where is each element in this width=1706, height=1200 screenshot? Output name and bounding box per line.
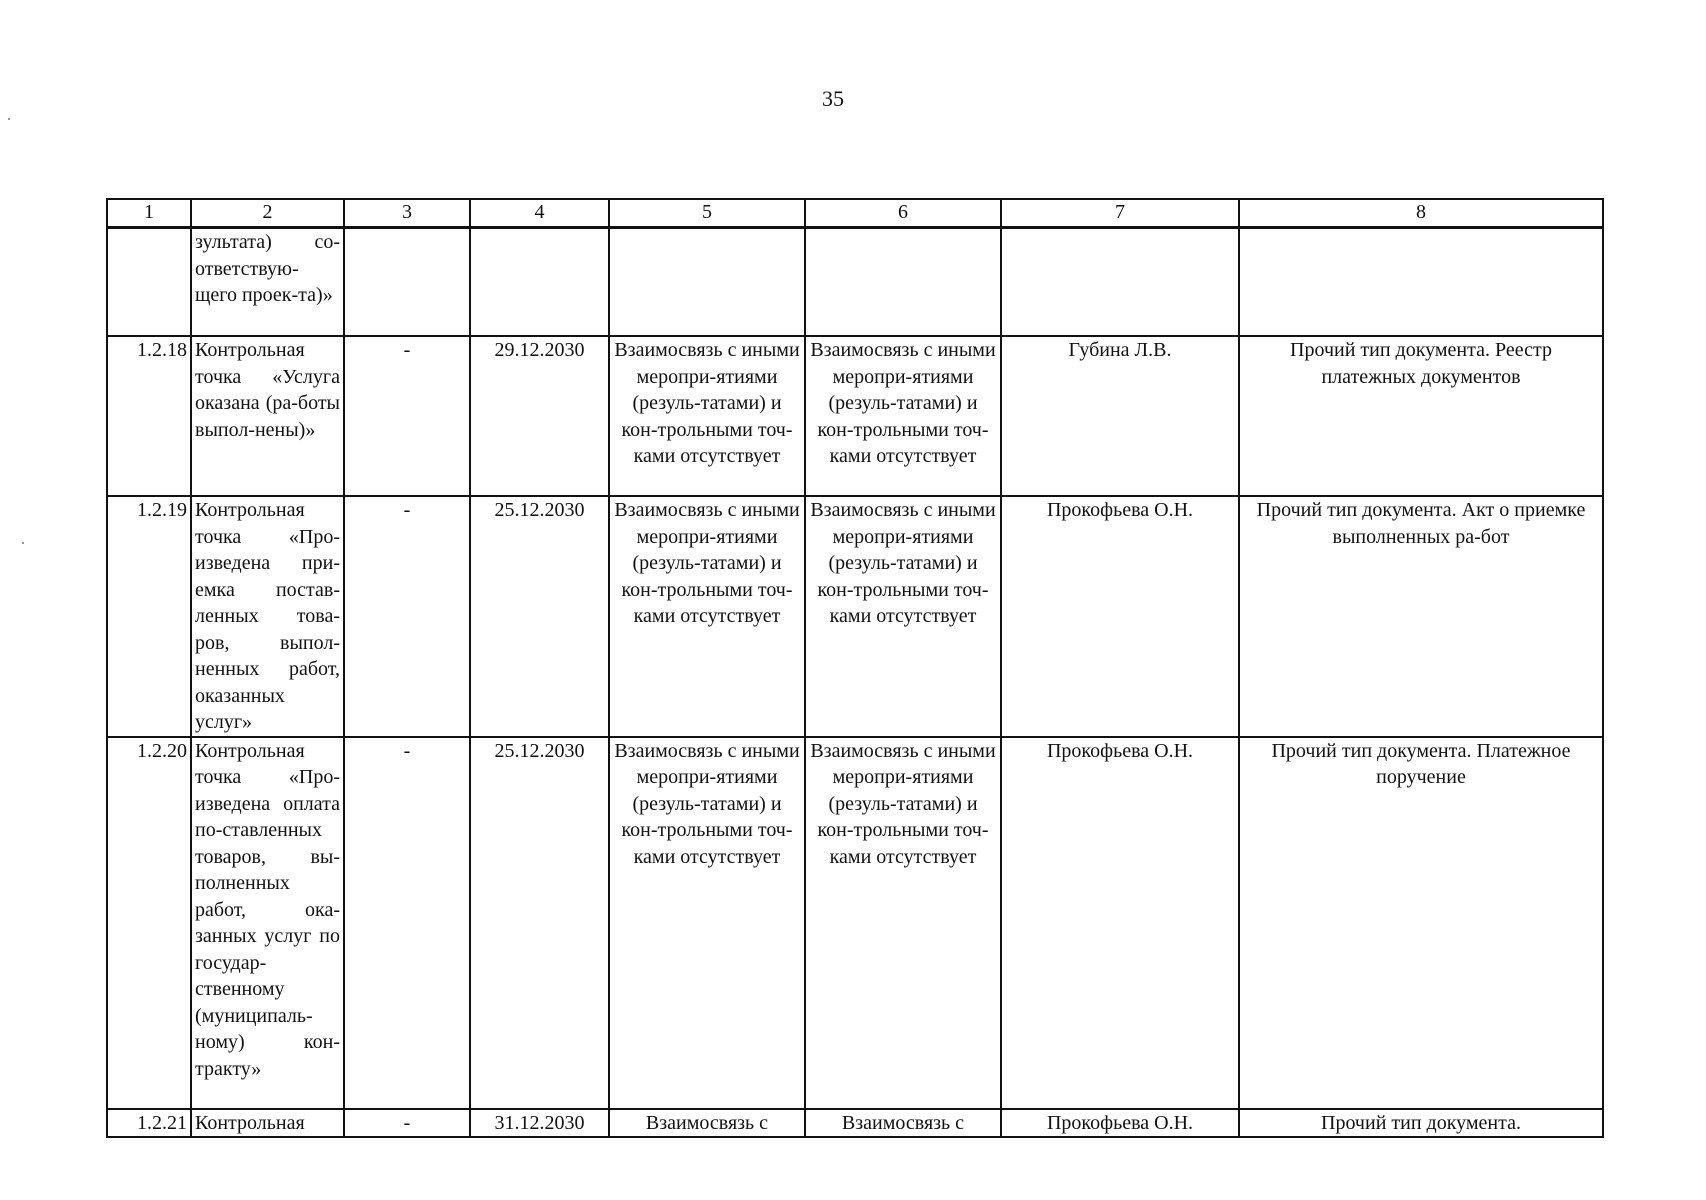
due-date: 25.12.2030 [470, 737, 609, 1109]
table-row [107, 1109, 1603, 1138]
document-type: Прочий тип документа. Реестр платежных документов [1239, 336, 1603, 496]
document-table [106, 198, 1604, 1138]
control-point-name: Контрольная точка «Услуга оказана (ра-боты выпол-нены)» [191, 336, 344, 496]
due-date: 29.12.2030 [470, 336, 609, 496]
cell-col3 [344, 228, 470, 337]
due-date: 25.12.2030 [470, 496, 609, 737]
cell-col6: Взаимосвязь с [805, 1109, 1001, 1138]
table-row [107, 336, 1603, 496]
responsible-person [1001, 228, 1239, 337]
control-point-name: зультата) со-ответствую-щего проек-та)» [191, 228, 344, 337]
control-point-name: Контрольная точка «Про-изведена оплата по-ставленных товаров, вы-полненных работ, ока-занных услуг по государ-ственному (муниципаль-ному) кон-тракту» [191, 737, 344, 1109]
page-number: 35 [822, 86, 844, 111]
column-header: 8 [1239, 199, 1603, 228]
responsible-person: Прокофьева О.Н. [1001, 737, 1239, 1109]
control-point-name: Контрольная [191, 1109, 344, 1138]
column-header: 1 [107, 199, 191, 228]
table-row [107, 228, 1603, 337]
responsible-person: Прокофьева О.Н. [1001, 496, 1239, 737]
cell-col6: Взаимосвязь с иными меропри-ятиями (резуль-татами) и кон-трольными точ-ками отсутствует [805, 737, 1001, 1109]
column-header: 2 [191, 199, 344, 228]
cell-col5: Взаимосвязь с [609, 1109, 805, 1138]
document-type [1239, 228, 1603, 337]
column-header: 3 [344, 199, 470, 228]
document-type: Прочий тип документа. [1239, 1109, 1603, 1138]
responsible-person: Губина Л.В. [1001, 336, 1239, 496]
column-header: 7 [1001, 199, 1239, 228]
row-number: 1.2.20 [107, 737, 191, 1109]
document-type: Прочий тип документа. Акт о приемке выполненных ра-бот [1239, 496, 1603, 737]
cell-col3: - [344, 496, 470, 737]
cell-col6: Взаимосвязь с иными меропри-ятиями (резуль-татами) и кон-трольными точ-ками отсутствует [805, 496, 1001, 737]
row-number: 1.2.21 [107, 1109, 191, 1138]
table-header-row [107, 199, 1603, 228]
responsible-person: Прокофьева О.Н. [1001, 1109, 1239, 1138]
due-date: 31.12.2030 [470, 1109, 609, 1138]
cell-col5: Взаимосвязь с иными меропри-ятиями (резуль-татами) и кон-трольными точ-ками отсутствует [609, 336, 805, 496]
document-type: Прочий тип документа. Платежное поручение [1239, 737, 1603, 1109]
cell-col5 [609, 228, 805, 337]
cell-col3: - [344, 336, 470, 496]
column-header: 6 [805, 199, 1001, 228]
cell-col6: Взаимосвязь с иными меропри-ятиями (резуль-татами) и кон-трольными точ-ками отсутствует [805, 336, 1001, 496]
cell-col6 [805, 228, 1001, 337]
column-header: 5 [609, 199, 805, 228]
row-number: 1.2.18 [107, 336, 191, 496]
cell-col3: - [344, 737, 470, 1109]
row-number [107, 228, 191, 337]
table-row [107, 496, 1603, 737]
cell-col3: - [344, 1109, 470, 1138]
row-number: 1.2.19 [107, 496, 191, 737]
control-point-name: Контрольная точка «Про-изведена при-емка постав-ленных това-ров, выпол-ненных работ, оказанных услуг» [191, 496, 344, 737]
scan-speck [22, 542, 24, 544]
due-date [470, 228, 609, 337]
table-row [107, 737, 1603, 1109]
scan-speck [8, 118, 10, 120]
column-header: 4 [470, 199, 609, 228]
cell-col5: Взаимосвязь с иными меропри-ятиями (резуль-татами) и кон-трольными точ-ками отсутствует [609, 496, 805, 737]
cell-col5: Взаимосвязь с иными меропри-ятиями (резуль-татами) и кон-трольными точ-ками отсутствует [609, 737, 805, 1109]
